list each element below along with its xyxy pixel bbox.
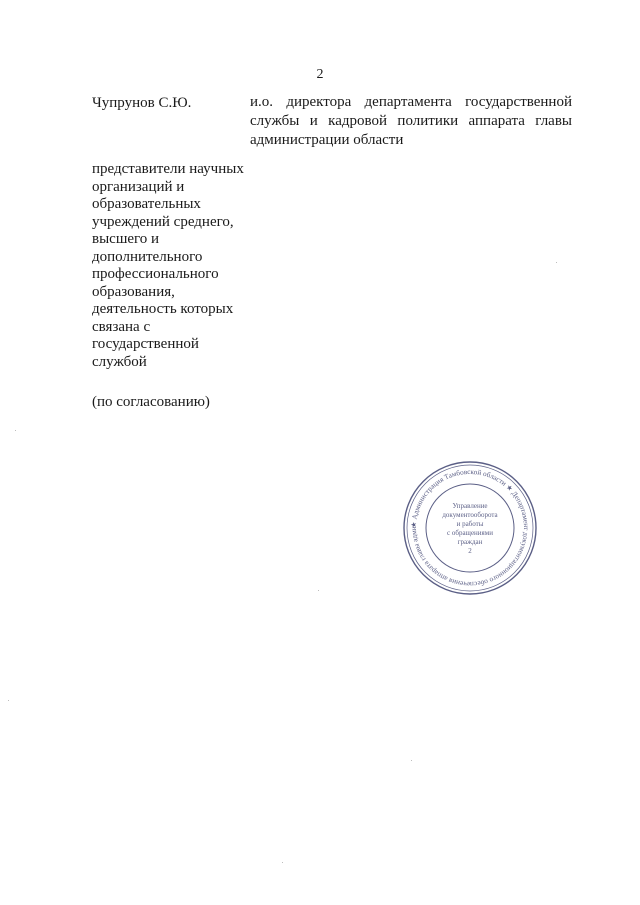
stamp-center-line: граждан	[457, 538, 483, 546]
page-number: 2	[316, 67, 324, 82]
stamp-ring-text: ★ Администрация Тамбовской области ★ Департамент документационного обеспечения аппарата главы адми	[409, 467, 531, 589]
stamp-outer-ring	[404, 462, 536, 594]
scan-speck	[556, 262, 557, 263]
representatives-text: представители научных организаций и образовательных учреждений среднего, высшего и дополнительного профессионального образования, деятельность которых связана с государственной службой	[92, 161, 244, 370]
stamp-number: 2	[468, 547, 472, 555]
stamp-center-line: документооборота	[442, 511, 498, 519]
scan-speck	[15, 430, 16, 431]
scan-speck	[8, 700, 9, 701]
scan-speck	[282, 862, 283, 863]
scan-speck	[411, 760, 412, 761]
stamp-center-line: Управление	[452, 502, 488, 510]
official-stamp	[402, 460, 538, 596]
stamp-inner-ring	[426, 484, 514, 572]
stamp-center-line: и работы	[456, 520, 484, 528]
member-name: Чупрунов С.Ю.	[92, 95, 192, 111]
member-position: и.о. директора департамента государственной службы и кадровой политики аппарата главы администрации области	[250, 94, 572, 148]
stamp-center-line: с обращениями	[447, 529, 493, 537]
representatives-note: (по согласованию)	[92, 394, 210, 410]
scan-speck	[318, 590, 319, 591]
